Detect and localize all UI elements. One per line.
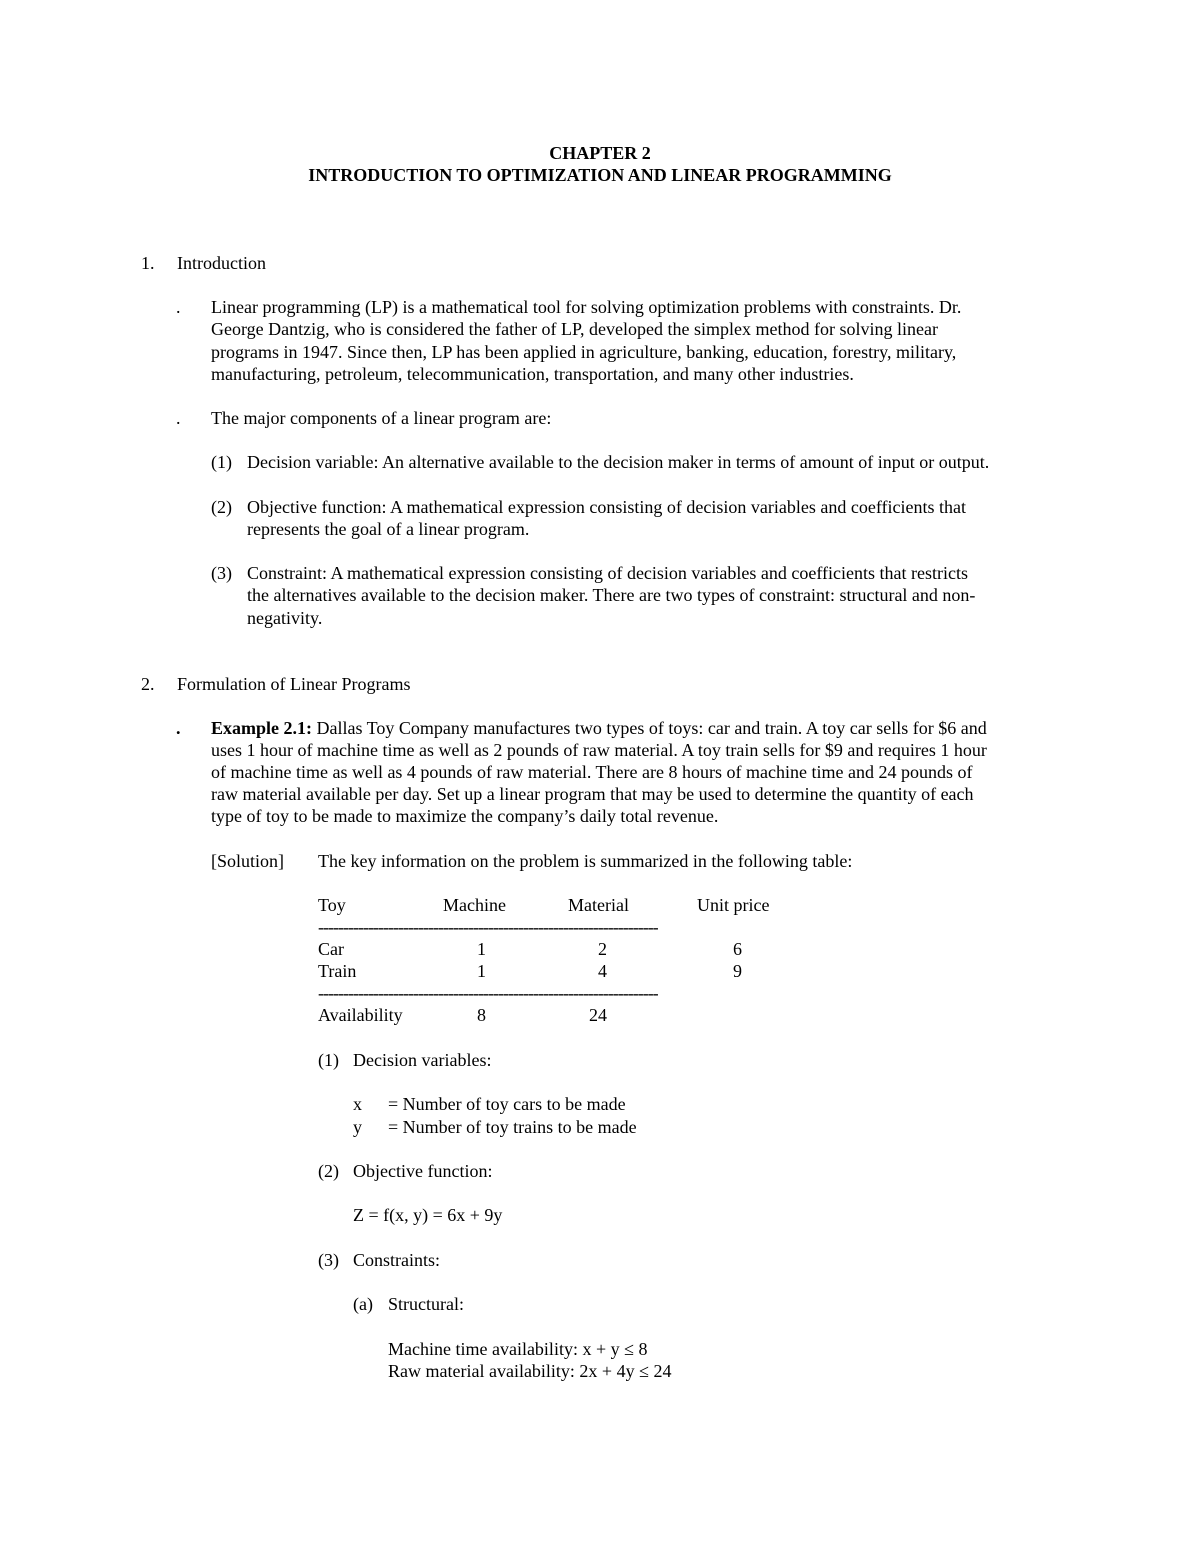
table-header: Material: [568, 895, 629, 915]
table-cell: Car: [318, 939, 344, 959]
list-item: Decision variable: An alternative available to the decision maker in terms of amount of input or output.: [247, 452, 990, 472]
constraint-line: Raw material availability: 2x + 4y ≤ 24: [388, 1361, 672, 1381]
chapter-title: INTRODUCTION TO OPTIMIZATION AND LINEAR PROGRAMMING: [308, 165, 892, 185]
step-number: (2): [318, 1161, 339, 1181]
paragraph-line: uses 1 hour of machine time as well as 2 pounds of raw material. A toy train sells for $9 and requires 1 hour: [211, 740, 987, 760]
table-footer-cell: Availability: [318, 1005, 403, 1025]
table-header: Machine: [443, 895, 506, 915]
variable-symbol: y: [353, 1117, 362, 1137]
substep-number: (a): [353, 1294, 373, 1314]
table-cell: 1: [477, 939, 486, 959]
paragraph-line: raw material available per day. Set up a linear program that may be used to determine the quantity of each: [211, 784, 974, 804]
list-item: the alternatives available to the decision maker. There are two types of constraint: structural and non-: [247, 585, 976, 605]
variable-definition: = Number of toy cars to be made: [388, 1094, 626, 1114]
substep-title: Structural:: [388, 1294, 464, 1314]
paragraph-line: manufacturing, petroleum, telecommunication, transportation, and many other industries.: [211, 364, 854, 384]
table-header: Toy: [318, 895, 346, 915]
table-rule: --------------------------------------------------------------------: [318, 983, 658, 1003]
paragraph-line: The major components of a linear program are:: [211, 408, 552, 428]
example-first-line: [211, 717, 987, 739]
list-item: negativity.: [247, 608, 323, 628]
table-cell: 6: [733, 939, 742, 959]
list-item: Objective function: A mathematical expression consisting of decision variables and coefficients that: [247, 497, 966, 517]
list-item: represents the goal of a linear program.: [247, 519, 530, 539]
step-title: Constraints:: [353, 1250, 441, 1270]
solution-intro: The key information on the problem is summarized in the following table:: [318, 851, 853, 871]
step-title: Objective function:: [353, 1161, 493, 1181]
example-label: Example 2.1:: [211, 718, 312, 738]
table-rule: --------------------------------------------------------------------: [318, 917, 658, 937]
bullet-marker: .: [176, 297, 181, 317]
list-number: (3): [211, 563, 232, 583]
table-footer-cell: 8: [477, 1005, 486, 1025]
list-item: Constraint: A mathematical expression consisting of decision variables and coefficients that restricts: [247, 563, 968, 583]
table-cell: 4: [598, 961, 607, 981]
bullet-marker: .: [176, 408, 181, 428]
objective-formula: Z = f(x, y) = 6x + 9y: [353, 1205, 503, 1225]
table-cell: 9: [733, 961, 742, 981]
paragraph-line: programs in 1947. Since then, LP has been applied in agriculture, banking, education, forestry, military,: [211, 342, 957, 362]
chapter-label: CHAPTER 2: [549, 143, 651, 163]
example-text: Dallas Toy Company manufactures two types of toys: car and train. A toy car sells for $6 and: [312, 718, 987, 738]
table-cell: 1: [477, 961, 486, 981]
paragraph-line: Linear programming (LP) is a mathematical tool for solving optimization problems with constraints. Dr.: [211, 297, 962, 317]
paragraph-line: George Dantzig, who is considered the father of LP, developed the simplex method for solving linear: [211, 319, 938, 339]
section-heading: Formulation of Linear Programs: [177, 674, 411, 694]
table-footer-cell: 24: [589, 1005, 607, 1025]
step-title: Decision variables:: [353, 1050, 492, 1070]
table-cell: 2: [598, 939, 607, 959]
section-number: 2.: [141, 674, 155, 694]
section-number: 1.: [141, 253, 155, 273]
list-number: (2): [211, 497, 232, 517]
table-cell: Train: [318, 961, 357, 981]
paragraph-line: of machine time as well as 4 pounds of raw material. There are 8 hours of machine time and 24 pounds of: [211, 762, 973, 782]
constraint-line: Machine time availability: x + y ≤ 8: [388, 1339, 648, 1359]
step-number: (3): [318, 1250, 339, 1270]
variable-definition: = Number of toy trains to be made: [388, 1117, 637, 1137]
bullet-marker: .: [176, 718, 181, 738]
table-header: Unit price: [697, 895, 770, 915]
variable-symbol: x: [353, 1094, 362, 1114]
section-heading: Introduction: [177, 253, 266, 273]
solution-label: [Solution]: [211, 851, 285, 871]
step-number: (1): [318, 1050, 339, 1070]
list-number: (1): [211, 452, 232, 472]
paragraph-line: type of toy to be made to maximize the company’s daily total revenue.: [211, 806, 719, 826]
